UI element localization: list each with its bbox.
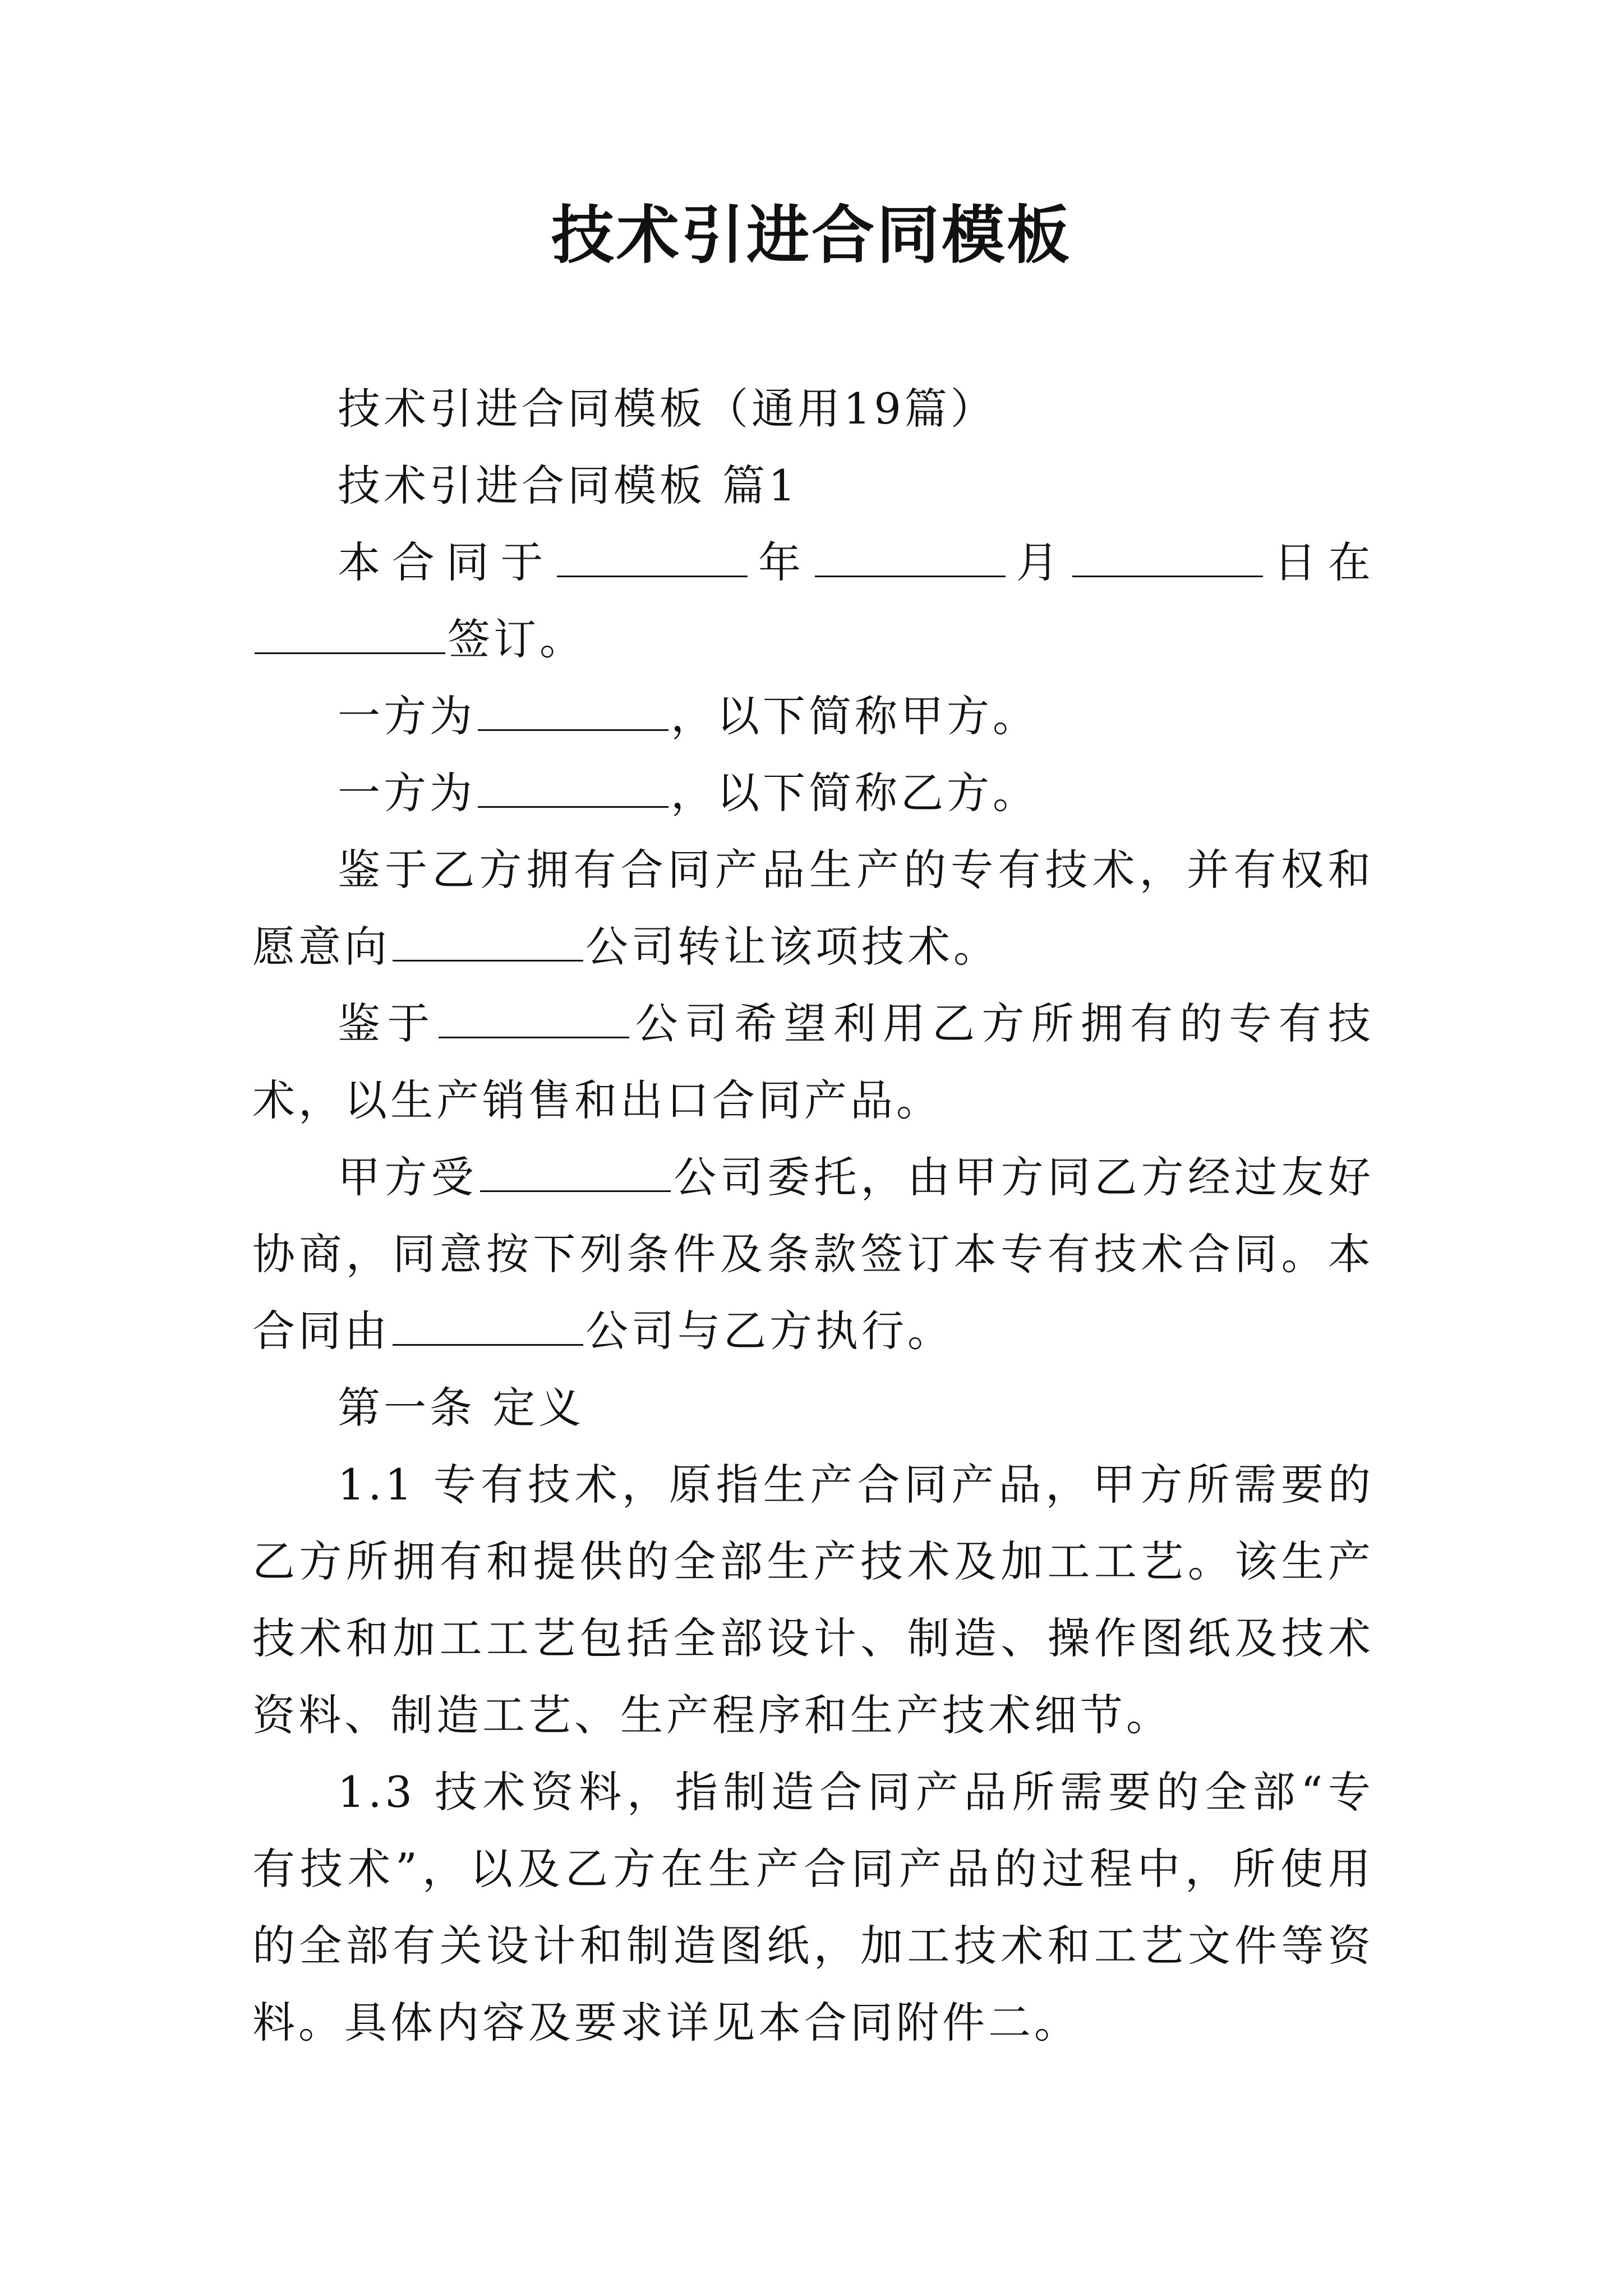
- article-heading: 第一条 定义: [338, 1383, 585, 1433]
- blank-field-party-a: [478, 696, 668, 731]
- document-body: [252, 370, 1374, 2061]
- blank-field-company: [439, 1003, 629, 1038]
- blank-field-party-b: [478, 772, 668, 808]
- blank-field-company: [393, 926, 583, 961]
- text-run: 月: [1007, 537, 1071, 587]
- text-run: 公司转让该项技术。: [585, 922, 999, 972]
- text-run: 公司与乙方执行。: [585, 1306, 953, 1356]
- text-run: ，以下简称甲方。: [671, 691, 1039, 741]
- document-title: 技术引进合同模板: [551, 199, 1072, 272]
- text-run: 一方为: [338, 691, 476, 741]
- text-run: 公司委托，由甲方同乙方经过友好协商，同意按下列条件及条款签订本专有技术合同。本合同由: [252, 1152, 1374, 1356]
- clause-1-3: 1.3 技术资料，指制造合同产品所需要的全部“专有技术”，以及乙方在生产合同产品的过程中，所使用的全部有关设计和制造图纸，加工技术和工艺文件等资料。具体内容及要求详见本合同附件二。: [252, 1767, 1374, 2047]
- paragraph-recital-2: [252, 985, 1374, 1139]
- blank-field-day: [1072, 542, 1263, 577]
- section-heading: 技术引进合同模板 篇1: [338, 461, 799, 510]
- blank-field-year: [557, 542, 748, 577]
- text-run: 本合同于: [338, 537, 555, 587]
- blank-field-company: [480, 1157, 671, 1192]
- clause-1-1: 1.1 专有技术，原指生产合同产品，甲方所需要的乙方所拥有和提供的全部生产技术及加工工艺。该生产技术和加工工艺包括全部设计、制造、操作图纸及技术资料、制造工艺、生产程序和生产技术细节。: [252, 1460, 1374, 1740]
- document-subtitle: 技术引进合同模板（通用19篇）: [338, 384, 997, 434]
- blank-field-place: [255, 619, 445, 654]
- text-run: 日在: [1265, 537, 1375, 587]
- text-run: 签订。: [448, 614, 585, 664]
- paragraph-party-b: [252, 754, 1374, 831]
- text-run: 年: [750, 537, 813, 587]
- text-run: 鉴于: [338, 999, 437, 1048]
- text-run: 鉴于乙方拥有合同产品生产的专有技术，并有权和愿意向: [252, 845, 1374, 972]
- paragraph-party-a: [252, 678, 1374, 754]
- blank-field-company: [393, 1310, 583, 1346]
- blank-field-month: [815, 542, 1006, 577]
- text-run: 一方为: [338, 768, 476, 818]
- text-run: 甲方受: [338, 1152, 478, 1202]
- paragraph-recital-3: [252, 1139, 1374, 1369]
- paragraph-signing-date: [252, 524, 1374, 678]
- text-run: 公司希望利用乙方所拥有的专有技术，以生产销售和出口合同产品。: [252, 999, 1375, 1125]
- text-run: ，以下简称乙方。: [671, 768, 1039, 818]
- paragraph-recital-1: [252, 831, 1374, 985]
